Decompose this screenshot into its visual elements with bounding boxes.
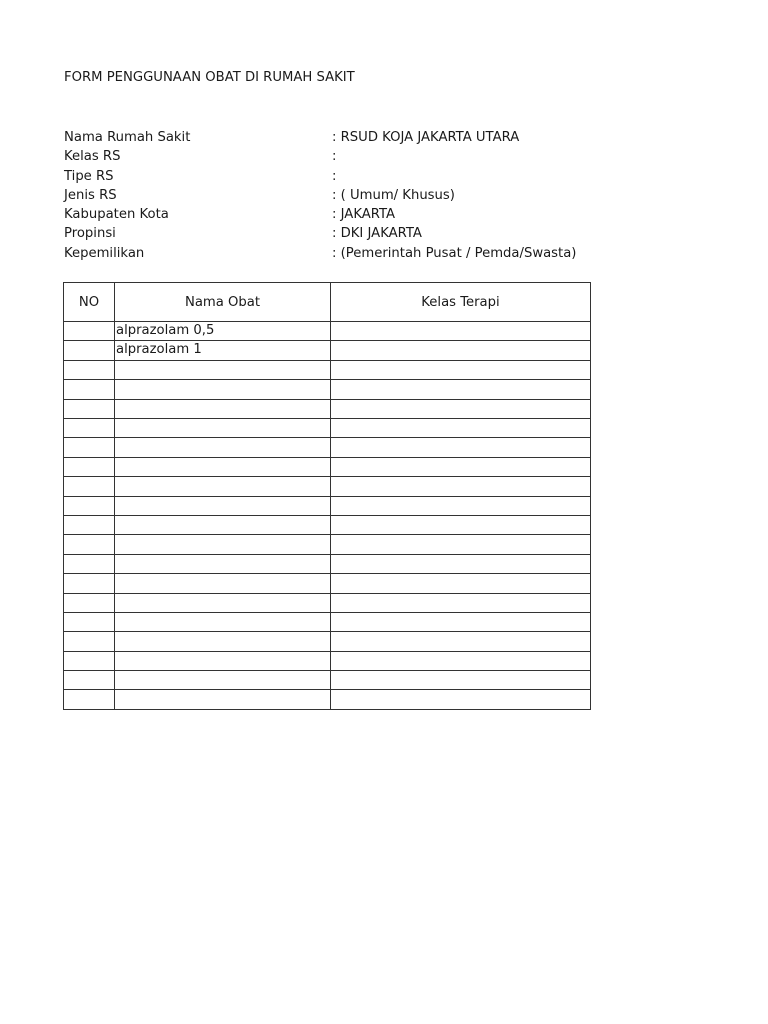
cell-nama-obat [115,535,331,554]
cell-kelas-terapi [331,593,591,612]
cell-no [64,515,115,534]
cell-no [64,322,115,341]
table-row [64,535,591,554]
cell-no [64,380,115,399]
table-row [64,671,591,690]
drug-usage-table [63,282,591,710]
cell-nama-obat [115,632,331,651]
cell-nama-obat [115,360,331,379]
cell-kelas-terapi [331,360,591,379]
table-row [64,515,591,534]
table-row [64,341,591,360]
info-label: Kepemilikan [64,245,145,261]
cell-kelas-terapi [331,496,591,515]
table-row [64,496,591,515]
cell-nama-obat [115,418,331,437]
info-value: : [332,168,337,184]
cell-kelas-terapi [331,535,591,554]
cell-nama-obat [115,457,331,476]
info-value: : ( Umum/ Khusus) [332,187,455,203]
cell-kelas-terapi [331,651,591,670]
info-value: : RSUD KOJA JAKARTA UTARA [332,130,520,145]
cell-no [64,438,115,457]
hospital-info-section [64,128,624,263]
cell-no [64,554,115,573]
cell-no [64,457,115,476]
cell-nama-obat [115,477,331,496]
column-header-nama-obat: Nama Obat [115,283,331,322]
table-row [64,632,591,651]
cell-nama-obat [115,690,331,709]
cell-nama-obat [115,651,331,670]
cell-no [64,399,115,418]
table-body [64,322,591,710]
cell-kelas-terapi [331,671,591,690]
info-row-jenis-rs [64,186,624,205]
cell-nama-obat [115,554,331,573]
cell-no [64,651,115,670]
column-header-kelas-terapi: Kelas Terapi [331,283,591,322]
cell-no [64,535,115,554]
info-row-propinsi [64,224,624,243]
cell-nama-obat [115,380,331,399]
cell-no [64,632,115,651]
cell-no [64,477,115,496]
cell-nama-obat [115,671,331,690]
table-row [64,322,591,341]
cell-nama-obat [115,574,331,593]
info-label: Kelas RS [64,149,121,165]
table-row [64,399,591,418]
table-row [64,380,591,399]
table-row [64,457,591,476]
cell-no [64,671,115,690]
cell-no [64,341,115,360]
cell-no [64,574,115,593]
table-row [64,574,591,593]
info-value: : JAKARTA [332,207,396,223]
cell-kelas-terapi [331,418,591,437]
info-label: Tipe RS [64,168,114,184]
cell-nama-obat [115,438,331,457]
cell-kelas-terapi [331,457,591,476]
form-title: FORM PENGGUNAAN OBAT DI RUMAH SAKIT [64,70,355,85]
cell-nama-obat [115,399,331,418]
cell-kelas-terapi [331,380,591,399]
cell-no [64,496,115,515]
table-row [64,477,591,496]
table-row [64,418,591,437]
info-row-nama-rumah-sakit [64,128,624,147]
cell-kelas-terapi [331,477,591,496]
cell-nama-obat [115,593,331,612]
info-value: : (Pemerintah Pusat / Pemda/Swasta) [332,245,577,261]
info-row-kabupaten-kota [64,205,624,224]
table-row [64,651,591,670]
cell-nama-obat [115,515,331,534]
cell-nama-obat: alprazolam 0,5 [115,322,331,341]
table-row [64,612,591,631]
column-header-no: NO [64,283,115,322]
info-row-kepemilikan [64,244,624,263]
cell-kelas-terapi [331,574,591,593]
info-value: : [332,149,337,165]
table-header-row [64,283,591,322]
cell-kelas-terapi [331,341,591,360]
cell-kelas-terapi [331,690,591,709]
cell-kelas-terapi [331,515,591,534]
table-row [64,360,591,379]
cell-nama-obat: alprazolam 1 [115,341,331,360]
cell-no [64,612,115,631]
cell-no [64,690,115,709]
cell-nama-obat [115,612,331,631]
cell-kelas-terapi [331,322,591,341]
cell-kelas-terapi [331,399,591,418]
info-label: Jenis RS [64,187,117,203]
cell-kelas-terapi [331,438,591,457]
table-row [64,438,591,457]
cell-nama-obat [115,496,331,515]
cell-kelas-terapi [331,554,591,573]
info-label: Kabupaten Kota [64,207,169,223]
cell-kelas-terapi [331,612,591,631]
cell-no [64,360,115,379]
info-row-tipe-rs [64,167,624,186]
cell-no [64,418,115,437]
table-row [64,593,591,612]
table-row [64,690,591,709]
info-label: Propinsi [64,226,116,242]
cell-kelas-terapi [331,632,591,651]
info-row-kelas-rs [64,147,624,166]
info-value: : DKI JAKARTA [332,226,422,242]
info-label: Nama Rumah Sakit [64,130,191,145]
cell-no [64,593,115,612]
table-row [64,554,591,573]
